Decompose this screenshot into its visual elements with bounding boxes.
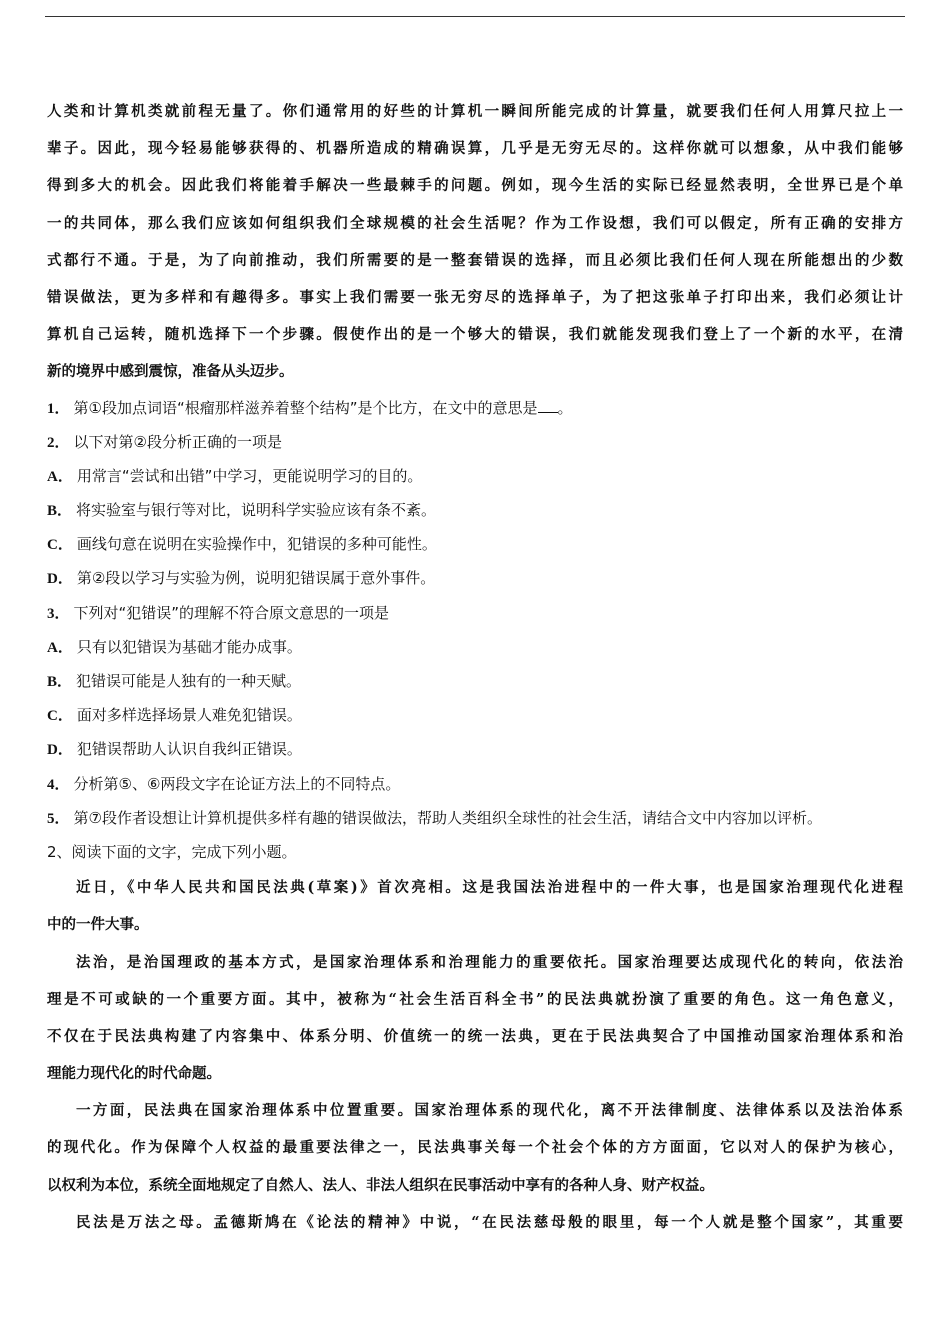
option-a[interactable] — [47, 630, 903, 664]
passage-line: 辈子。因此，现今轻易能够获得的、机器所造成的精确误算，几乎是无穷无尽的。这样你就可以想象，从中我们能够 — [47, 140, 903, 158]
option-b[interactable] — [47, 493, 903, 527]
option-d[interactable] — [47, 732, 903, 766]
option-text: 面对多样选择场景人难免犯错误。 — [76, 706, 302, 725]
passage-2 — [47, 869, 903, 1241]
question-list — [47, 391, 903, 870]
option-label: D． — [47, 571, 73, 588]
question-number: 3． — [47, 605, 70, 622]
option-text: 只有以犯错误为基础才能办成事。 — [76, 637, 302, 656]
passage-line: 不仅在于民法典构建了内容集中、体系分明、价值统一的统一法典，更在于民法典契合了中国推动国家治理体系和治 — [47, 1027, 903, 1045]
question-text: 第①段加点词语“根瘤那样滋养着整个结构”是个比方，在文中的意思是 — [73, 398, 538, 417]
header-rule — [45, 16, 905, 17]
question-number: 5． — [47, 810, 70, 827]
document-body — [47, 93, 903, 1241]
option-text: 将实验室与银行等对比，说明科学实验应该有条不紊。 — [76, 501, 437, 520]
question-number: 2． — [47, 434, 70, 451]
question-text: 第⑦段作者设想让计算机提供多样有趣的错误做法，帮助人类组织全球性的社会生活，请结合文中内容加以评析。 — [73, 808, 822, 827]
passage-line: 以权利为本位，系统全面地规定了自然人、法人、非法人组织在民事活动中享有的各种人身、财产权益。 — [47, 1176, 714, 1194]
passage-line: 人类和计算机类就前程无量了。你们通常用的好些的计算机一瞬间所能完成的计算量，就要我们任何人用算尺拉上一 — [47, 103, 903, 120]
option-c[interactable] — [47, 527, 903, 561]
passage-line: 一方面，民法典在国家治理体系中位置重要。国家治理体系的现代化，离不开法律制度、法律体系以及法治体系 — [76, 1102, 903, 1120]
answer-blank[interactable] — [538, 398, 558, 413]
question-5 — [47, 801, 903, 835]
passage-line: 错误做法，更为多样和有趣得多。事实上我们需要一张无穷尽的选择单子，为了把这张单子打印出来，我们必须让计 — [47, 288, 903, 306]
question-text: 下列对“犯错误”的理解不符合原文意思的一项是 — [73, 603, 390, 622]
question-text: 以下对第②段分析正确的一项是 — [73, 432, 282, 451]
passage-line: 民法是万法之母。孟德斯鸠在《论法的精神》中说，“在民法慈母般的眼里，每一个人就是整个国家”，其重要 — [76, 1213, 903, 1231]
passage-line: 中的一件大事。 — [47, 916, 149, 934]
passage-line: 一的共同体，那么我们应该如何组织我们全球规模的社会生活呢？作为工作设想，我们可以假定，所有正确的安排方 — [47, 214, 903, 232]
passage-line: 式都行不通。于是，为了向前推动，我们所需要的是一整套错误的选择，而且必须比我们任何人现在所能想出的少数 — [47, 251, 903, 269]
option-a[interactable] — [47, 459, 903, 493]
option-d[interactable] — [47, 561, 903, 595]
question-1 — [47, 391, 903, 425]
passage-line: 的现代化。作为保障个人权益的最重要法律之一，民法典事关每一个社会个体的方方面面，它以对人的保护为核心， — [47, 1139, 903, 1157]
passage-line: 新的境界中感到震惊，准备从头迈步。 — [47, 363, 294, 381]
question-punct: 。 — [557, 398, 573, 417]
option-b[interactable] — [47, 664, 903, 698]
option-c[interactable] — [47, 698, 903, 732]
question-4 — [47, 767, 903, 801]
question-3 — [47, 596, 903, 630]
question-number: 4． — [47, 776, 70, 793]
passage-line: 算机自己运转，随机选择下一个步骤。假使作出的是一个够大的错误，我们就能发现我们登上了一个新的水平，在清 — [47, 326, 903, 344]
question-text: 分析第⑤、⑥两段文字在论证方法上的不同特点。 — [73, 774, 401, 793]
option-label: C． — [47, 537, 73, 554]
passage-line: 近日，《中华人民共和国民法典(草案)》首次亮相。这是我国法治进程中的一件大事，也是国家治理现代化进程 — [76, 879, 903, 897]
option-label: C． — [47, 708, 73, 725]
option-label: B． — [47, 674, 73, 690]
question-2 — [47, 425, 903, 459]
passage-line: 理能力现代化的时代命题。 — [47, 1065, 221, 1083]
passage-1 — [47, 93, 903, 391]
option-label: A． — [47, 639, 73, 656]
passage-line: 理是不可或缺的一个重要方面。其中，被称为“社会生活百科全书”的民法典就扮演了重要的角色。这一角色意义， — [47, 990, 903, 1008]
option-text: 用常言“尝试和出错”中学习，更能说明学习的目的。 — [76, 466, 423, 485]
option-text: 犯错误可能是人独有的一种天赋。 — [76, 672, 302, 690]
option-label: D． — [47, 742, 73, 759]
passage-line: 法治，是治国理政的基本方式，是国家治理体系和治理能力的重要依托。国家治理要达成现代化的转向，依法治 — [76, 953, 903, 971]
option-text: 犯错误帮助人认识自我纠正错误。 — [76, 740, 302, 759]
option-text: 第②段以学习与实验为例，说明犯错误属于意外事件。 — [76, 569, 436, 588]
passage-line: 得到多大的机会。因此我们将能着手解决一些最棘手的问题。例如，现今生活的实际已经显然表明，全世界已是个单 — [47, 177, 903, 195]
section-2-heading: 2、阅读下面的文字，完成下列小题。 — [47, 842, 297, 861]
option-label: A． — [47, 468, 73, 485]
option-text: 画线句意在说明在实验操作中，犯错误的多种可能性。 — [76, 535, 437, 554]
question-number: 1． — [47, 400, 70, 417]
option-label: B． — [47, 503, 73, 520]
